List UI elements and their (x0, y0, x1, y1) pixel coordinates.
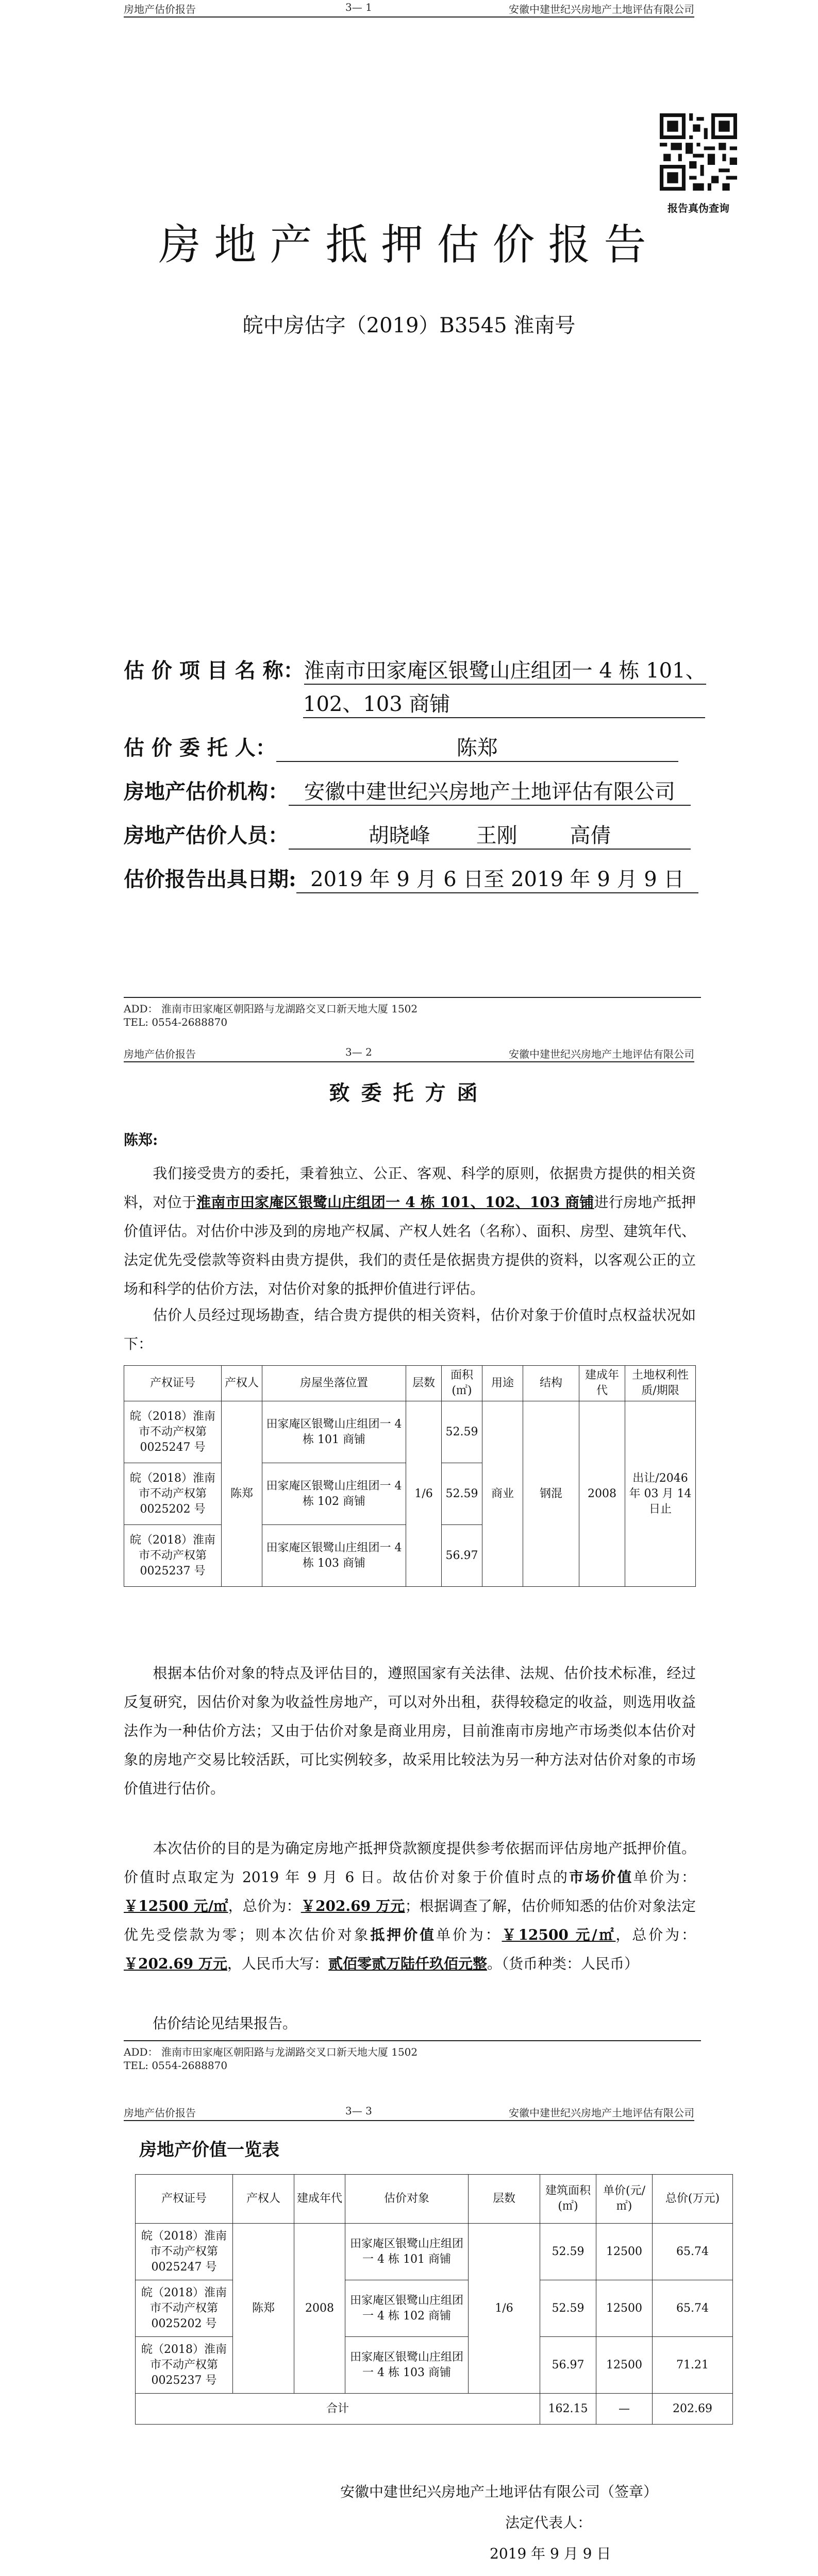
cell-owner: 陈郑 (222, 1401, 262, 1587)
signature-company: 安徽中建世纪兴房地产土地评估有限公司（签章） (340, 2483, 658, 2500)
mortgage-unit-price: ￥12500 元/㎡ (502, 1926, 616, 1943)
market-total-price: ￥202.69 万元 (301, 1897, 405, 1914)
project-name-value-2: 102、103 商铺 (303, 688, 705, 718)
page-footer (124, 997, 701, 1029)
cell-cert: 皖（2018）淮南市不动产权第 0025202 号 (124, 1463, 222, 1525)
report-number: 皖中房估字（2019）B3545 淮南号 (242, 314, 576, 337)
cell-cert: 皖（2018）淮南市不动产权第 0025237 号 (124, 1525, 222, 1587)
p3-text: 根据本估价对象的特点及评估目的，遵照国家有关法律、法规、估价技术标准，经过反复研究，因估价对象为收益性房地产，可以对外出租，获得较稳定的收益，则选用收益法作为一种估价方法；又由于估价对象是商业用房，目前淮南市房地产市场类似本估价对象的房地产交易比较活跃，可比实例较多，故采用比较法为另一种方法对估价对象的市场价值进行估价。 (124, 1665, 696, 1797)
th-structure: 结构 (523, 1366, 579, 1401)
agency-value: 安徽中建世纪兴房地产土地评估有限公司 (289, 775, 691, 806)
market-value-label: 市场价值 (569, 1869, 633, 1886)
cell-total-sum: 202.69 (653, 2394, 733, 2425)
qr-caption: 报告真伪查询 (667, 202, 729, 214)
salutation: 陈郑: (124, 1131, 158, 1148)
mortgage-value-label: 抵押价值 (370, 1926, 436, 1943)
summary-page (0, 2099, 818, 2576)
th-cert: 产权证号 (136, 2175, 233, 2224)
cell-floors: 1/6 (469, 2224, 540, 2394)
footer-address: ADD： 淮南市田家庵区朝阳路与龙湖路交叉口新天地大厦 1502 (124, 2046, 418, 2058)
footer-tel: TEL: 0554-2688870 (124, 2059, 228, 2072)
th-owner: 产权人 (233, 2175, 294, 2224)
value-summary-table (135, 2174, 733, 2425)
letter-paragraph-5 (124, 2009, 696, 2038)
cell-object: 田家庵区银鹭山庄组团一 4 栋 102 商铺 (345, 2280, 469, 2337)
header-page-number: 3— 1 (345, 1, 372, 13)
th-location: 房屋坐落位置 (262, 1366, 406, 1401)
report-date-row (124, 863, 698, 893)
th-use: 用途 (482, 1366, 523, 1401)
cell-price: 12500 (596, 2224, 653, 2280)
letter-paragraph-3 (124, 1659, 696, 1803)
p2-text: 估价人员经过现场勘查，结合贵方提供的相关资料，估价对象于价值时点权益状况如下： (124, 1307, 696, 1352)
cell-total: 65.74 (653, 2280, 733, 2337)
th-year: 建成年代 (579, 1366, 625, 1401)
report-title: 房地产抵押估价报告 (158, 221, 660, 269)
amount-in-words: 贰佰零贰万陆仟玖佰元整 (328, 1955, 487, 1972)
cell-year: 2008 (579, 1401, 625, 1587)
p1-text-a: 我们接受贵方的委托，秉着独立、公正、客观、科学的原则，依据贵方提供的相关资料，对位于 (124, 1165, 696, 1211)
cell-area: 56.97 (442, 1525, 482, 1587)
letter-paragraph-4 (124, 1834, 696, 1978)
cell-price: 12500 (596, 2280, 653, 2337)
table-row (124, 1401, 696, 1463)
p4-k: ，总价为： (615, 1926, 696, 1943)
project-name-label: 估 价 项 目 名 称： (124, 658, 304, 683)
p1-text-c: 进行房地产抵押价值评估。对估价中涉及到的房地产权属、产权人姓名（名称）、面积、房型、建筑年代、法定优先受偿款等资料由贵方提供，我们的责任是依据贵方提供的资料，以客观公正的立场和科学的估价方法，对估价对象的抵押价值进行评估。 (124, 1194, 696, 1297)
th-cert: 产权证号 (124, 1366, 222, 1401)
cell-location: 田家庵区银鹭山庄组团一 4 栋 102 商铺 (262, 1463, 406, 1525)
cell-owner: 陈郑 (233, 2224, 294, 2394)
th-year: 建成年代 (294, 2175, 345, 2224)
header-page-number: 3— 3 (345, 2105, 372, 2117)
report-date-label: 估价报告出具日期: (124, 867, 296, 891)
header-company: 安徽中建世纪兴房地产土地评估有限公司 (509, 1048, 694, 1060)
th-area: 建筑面积(㎡) (540, 2175, 596, 2224)
cell-object: 田家庵区银鹭山庄组团一 4 栋 101 商铺 (345, 2224, 469, 2280)
signature-rep: 法定代表人： (505, 2514, 592, 2531)
agency-label: 房地产估价机构： (124, 779, 289, 804)
header-company: 安徽中建世纪兴房地产土地评估有限公司 (509, 2107, 694, 2119)
cell-total-price: — (596, 2394, 653, 2425)
cell-location: 田家庵区银鹭山庄组团一 4 栋 101 商铺 (262, 1401, 406, 1463)
th-total: 总价(万元) (653, 2175, 733, 2224)
cell-total-label: 合计 (136, 2394, 540, 2425)
table-row (136, 2224, 733, 2280)
th-owner: 产权人 (222, 1366, 262, 1401)
table-row (136, 2337, 733, 2394)
p4-e: ，总价为： (228, 1897, 301, 1914)
table-row (136, 2280, 733, 2337)
cell-area: 52.59 (442, 1463, 482, 1525)
cell-price: 12500 (596, 2337, 653, 2394)
p4-o: 。（货币种类：人民币） (487, 1955, 639, 1972)
letter-page (0, 1036, 818, 2071)
letter-paragraph-2 (124, 1301, 696, 1359)
th-area: 面积(㎡) (442, 1366, 482, 1401)
cell-year: 2008 (294, 2224, 345, 2394)
appraiser-label: 房地产估价人员： (124, 823, 289, 848)
header-left: 房地产估价报告 (124, 1048, 196, 1060)
cell-area: 56.97 (540, 2337, 596, 2394)
table-header-row (136, 2175, 733, 2224)
th-floors: 层数 (406, 1366, 442, 1401)
cell-area: 52.59 (540, 2224, 596, 2280)
property-status-table (124, 1365, 696, 1587)
client-row (124, 732, 678, 762)
header-left: 房地产估价报告 (124, 3, 196, 15)
page-footer (124, 2040, 701, 2072)
cell-total: 71.21 (653, 2337, 733, 2394)
cell-floors: 1/6 (406, 1401, 442, 1587)
cell-total-area: 162.15 (540, 2394, 596, 2425)
appraiser-value: 胡晓峰 王刚 高倩 (289, 819, 691, 850)
header-left: 房地产估价报告 (124, 2107, 196, 2119)
p4-a: 本次估价的目的是为确定房地产抵押贷款额度提供参考依据而评估房地产抵押价值。价值时点取定为 2019 年 9 月 6 日。故估价对象于价值时点的 (124, 1840, 696, 1886)
property-address: 淮南市田家庵区银鹭山庄组团一 4 栋 101、102、103 商铺 (196, 1194, 594, 1211)
p4-g: ；根据调查了解，估价师知悉的估价对象法定优先受偿款为零；则本次估价对象 (124, 1897, 696, 1943)
footer-tel: TEL: 0554-2688870 (124, 1016, 228, 1028)
letter-title: 致委托方函 (329, 1081, 489, 1105)
p4-c: 单价为： (633, 1869, 696, 1886)
cell-cert: 皖（2018）淮南市不动产权第 0025247 号 (136, 2224, 233, 2280)
cell-structure: 钢混 (523, 1401, 579, 1587)
project-name-row-2 (303, 688, 705, 718)
project-name-row (124, 654, 706, 685)
th-object: 估价对象 (345, 2175, 469, 2224)
qr-code-icon[interactable] (660, 113, 737, 191)
mortgage-total-price: ￥202.69 万元 (124, 1955, 227, 1972)
letter-paragraph-1 (124, 1159, 696, 1303)
page-header (124, 2105, 694, 2121)
header-company: 安徽中建世纪兴房地产土地评估有限公司 (509, 3, 694, 15)
th-floors: 层数 (469, 2175, 540, 2224)
cell-location: 田家庵区银鹭山庄组团一 4 栋 103 商铺 (262, 1525, 406, 1587)
project-name-value: 淮南市田家庵区银鹭山庄组团一 4 栋 101、 (304, 654, 706, 685)
appraiser-row (124, 819, 691, 850)
signature-date: 2019 年 9 月 9 日 (490, 2545, 611, 2562)
footer-address: ADD： 淮南市田家庵区朝阳路与龙湖路交叉口新天地大厦 1502 (124, 1003, 418, 1015)
p4-i: 单价为： (436, 1926, 502, 1943)
summary-title: 房地产价值一览表 (139, 2140, 279, 2160)
page-header (124, 1, 694, 18)
p4-m: ，人民币大写： (227, 1955, 328, 1972)
th-land: 土地权利性质/期限 (625, 1366, 696, 1401)
cell-object: 田家庵区银鹭山庄组团一 4 栋 103 商铺 (345, 2337, 469, 2394)
page-header (124, 1046, 694, 1062)
cell-total: 65.74 (653, 2224, 733, 2280)
th-price: 单价(元/㎡) (596, 2175, 653, 2224)
cell-land: 出让/2046 年 03 月 14 日止 (625, 1401, 696, 1587)
total-row (136, 2394, 733, 2425)
agency-row (124, 775, 691, 806)
cell-cert: 皖（2018）淮南市不动产权第 0025247 号 (124, 1401, 222, 1463)
cell-cert: 皖（2018）淮南市不动产权第 0025202 号 (136, 2280, 233, 2337)
market-unit-price: ￥12500 元/㎡ (124, 1897, 228, 1914)
cell-area: 52.59 (540, 2280, 596, 2337)
client-label: 估 价 委 托 人： (124, 736, 276, 760)
client-value: 陈郑 (276, 732, 678, 762)
table-header-row (124, 1366, 696, 1401)
cell-area: 52.59 (442, 1401, 482, 1463)
p5-text: 估价结论见结果报告。 (153, 2015, 297, 2032)
cover-page (0, 0, 818, 1028)
cell-cert: 皖（2018）淮南市不动产权第 0025237 号 (136, 2337, 233, 2394)
report-date-value: 2019 年 9 月 6 日至 2019 年 9 月 9 日 (296, 863, 698, 893)
header-page-number: 3— 2 (345, 1046, 372, 1058)
cell-use: 商业 (482, 1401, 523, 1587)
